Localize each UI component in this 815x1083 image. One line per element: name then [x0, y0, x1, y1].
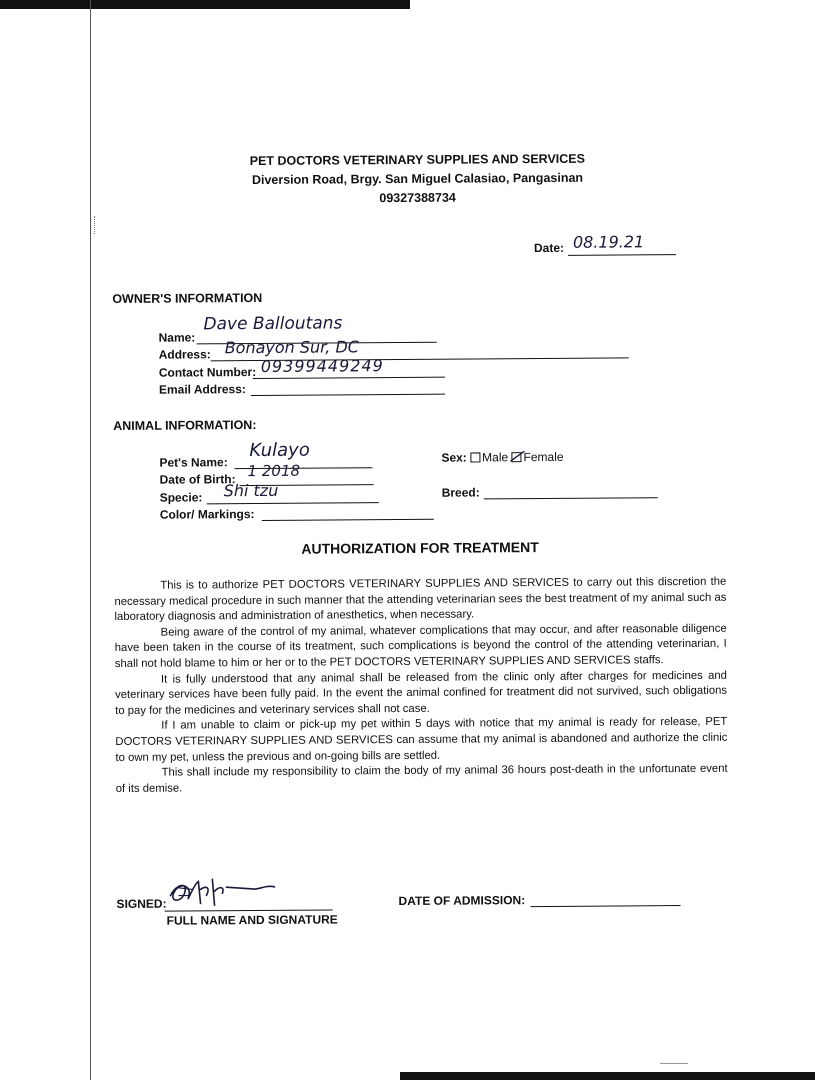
owner-address-label: Address:: [158, 347, 211, 362]
sex-female-label: Female: [523, 449, 564, 465]
pet-specie-value: Shi tzu: [223, 480, 279, 501]
pet-dob-value: 1 2018: [247, 461, 301, 481]
date-line: [568, 254, 676, 256]
company-phone: 09327388734: [379, 190, 456, 206]
sex-field: [441, 450, 563, 465]
pet-specie-label: Specie:: [159, 490, 203, 505]
pet-name-label: Pet's Name:: [159, 455, 228, 470]
pet-color-line: [262, 519, 434, 521]
owner-address-value: Bonayon Sur, DC: [224, 337, 359, 358]
sex-male-label: Male: [482, 450, 509, 465]
date-label: Date:: [533, 240, 565, 256]
signature-caption: FULL NAME AND SIGNATURE: [166, 912, 338, 928]
signature-scribble: [162, 873, 292, 914]
admission-line: [531, 905, 681, 907]
authorization-paragraph: This is to authorize PET DOCTORS VETERINARY SUPPLIES AND SERVICES to carry out this discretion the necessary medical procedure in such manner that the attending veterinarian sees the best treatment of my animal such as laboratory diagnosis and administration of anesthetics, when necessary.: [114, 575, 727, 624]
admission-label: DATE OF ADMISSION:: [398, 893, 526, 909]
authorization-paragraph: If I am unable to claim or pick-up my pet within 5 days with notice that my animal is ready for release, PET DOCTORS VETERINARY SUPPLIES AND SERVICES can assume that my animal is abandoned and authorize the clinic to own my pet, unless the previous and on-going bills are settled.: [115, 716, 728, 764]
owner-contact-label: Contact Number:: [158, 365, 257, 380]
sex-label: Sex:: [441, 450, 467, 465]
date-value: 08.19.21: [572, 232, 645, 252]
authorization-body: [114, 575, 728, 798]
company-address: Diversion Road, Brgy. San Miguel Calasiao, Pangasinan: [251, 170, 584, 188]
sex-female-checkbox[interactable]: [511, 452, 521, 462]
owner-section-title: OWNER'S INFORMATION: [112, 290, 263, 307]
owner-name-label: Name:: [158, 330, 196, 345]
owner-email-label: Email Address:: [158, 382, 246, 397]
authorization-paragraph: This shall include my responsibility to claim the body of my animal 36 hours post-death in the unfortunate event of its demise.: [115, 762, 728, 795]
owner-email-line: [251, 394, 445, 396]
pet-dob-label: Date of Birth:: [159, 472, 236, 487]
animal-section-title: ANIMAL INFORMATION:: [113, 417, 257, 433]
authorization-paragraph: It is fully understood that any animal shall be released from the clinic only after charges for medicines and veterinary services have been fully paid. In the event the animal confined for treatment did not survived, such obligations to pay for the medicines and veterinary services shall not case.: [115, 669, 728, 717]
owner-contact-value: 09399449249: [260, 356, 384, 376]
pet-color-label: Color/ Markings:: [159, 507, 255, 522]
authorization-title: AUTHORIZATION FOR TREATMENT: [301, 539, 539, 557]
pet-specie-line: [207, 502, 379, 504]
authorization-paragraph: Being aware of the control of my animal, whatever complications that may occur, and after reasonable diligence have been taken in the course of its treatment, such complications is beyond the control of the attending veterinarian, I shall not hold blame to him or her or to the PET DOCTORS VETERINARY SUPPLIES AND SERVICES staffs.: [114, 622, 727, 670]
signed-label: SIGNED:: [116, 896, 167, 911]
checkmark-icon: [509, 450, 525, 462]
breed-line: [484, 497, 658, 499]
owner-name-value: Dave Balloutans: [203, 313, 343, 335]
breed-label: Breed:: [441, 485, 480, 500]
owner-contact-line: [253, 377, 445, 379]
pet-name-value: Kulayo: [249, 439, 310, 462]
company-name: PET DOCTORS VETERINARY SUPPLIES AND SERVICES: [249, 151, 586, 169]
sex-male-checkbox[interactable]: [470, 452, 480, 462]
